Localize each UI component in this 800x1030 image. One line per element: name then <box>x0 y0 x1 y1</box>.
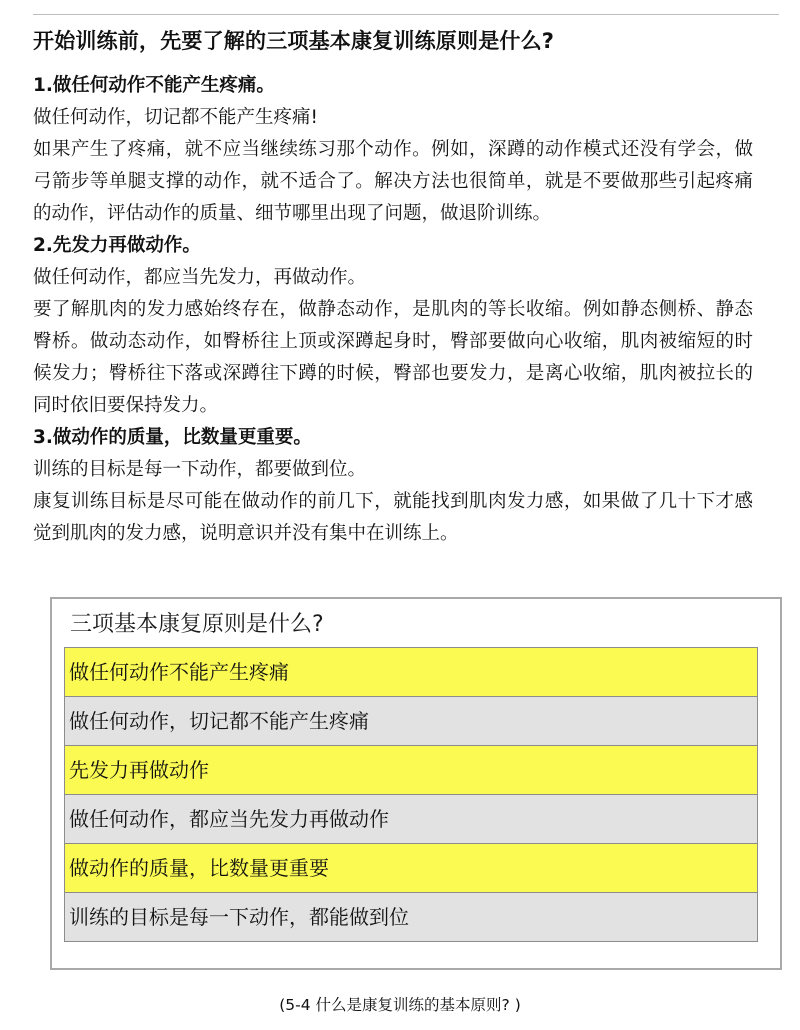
summary-row-principle-2: 先发力再做动作 <box>64 746 758 795</box>
summary-table <box>64 647 758 942</box>
section-3 <box>33 422 753 550</box>
section-body: 如果产生了疼痛，就不应当继续练习那个动作。例如，深蹲的动作模式还没有学会，做弓箭步等单腿支撑的动作，就不适合了。解决方法也很简单，就是不要做那些引起疼痛的动作，评估动作的质量、细节哪里出现了问题，做退阶训练。 <box>33 139 753 224</box>
section-2 <box>33 230 753 422</box>
summary-row-detail-1: 做任何动作，切记都不能产生疼痛 <box>64 697 758 746</box>
section-body: 要了解肌肉的发力感始终存在，做静态动作，是肌肉的等长收缩。例如静态侧桥、静态臀桥。做动态动作，如臀桥往上顶或深蹲起身时，臀部要做向心收缩，肌肉被缩短的时候发力；臀桥往下落或深蹲往下蹲的时候，臀部也要发力，是离心收缩，肌肉被拉长的同时依旧要保持发力。 <box>33 299 753 416</box>
top-divider <box>33 14 779 15</box>
section-heading: 3.做动作的质量，比数量更重要。 <box>33 427 312 448</box>
summary-row-principle-3: 做动作的质量，比数量更重要 <box>64 844 758 893</box>
summary-box <box>50 597 782 970</box>
article <box>33 24 753 550</box>
section-body: 康复训练目标是尽可能在做动作的前几下，就能找到肌肉发力感，如果做了几十下才感觉到肌肉的发力感，说明意识并没有集中在训练上。 <box>33 491 753 544</box>
summary-row-principle-1: 做任何动作不能产生疼痛 <box>64 648 758 697</box>
section-heading: 1.做任何动作不能产生疼痛。 <box>33 75 275 96</box>
section-lead: 做任何动作，都应当先发力，再做动作。 <box>33 267 367 288</box>
section-lead: 训练的目标是每一下动作，都要做到位。 <box>33 459 367 480</box>
summary-title: 三项基本康复原则是什么? <box>70 612 324 637</box>
summary-row-detail-2: 做任何动作，都应当先发力再做动作 <box>64 795 758 844</box>
section-heading: 2.先发力再做动作。 <box>33 235 201 256</box>
section-lead: 做任何动作，切记都不能产生疼痛! <box>33 107 318 128</box>
section-1 <box>33 70 753 230</box>
figure-caption: (5-4 什么是康复训练的基本原则? ) <box>279 996 521 1014</box>
article-title: 开始训练前，先要了解的三项基本康复训练原则是什么? <box>33 29 555 53</box>
summary-row-detail-3: 训练的目标是每一下动作，都能做到位 <box>64 893 758 942</box>
